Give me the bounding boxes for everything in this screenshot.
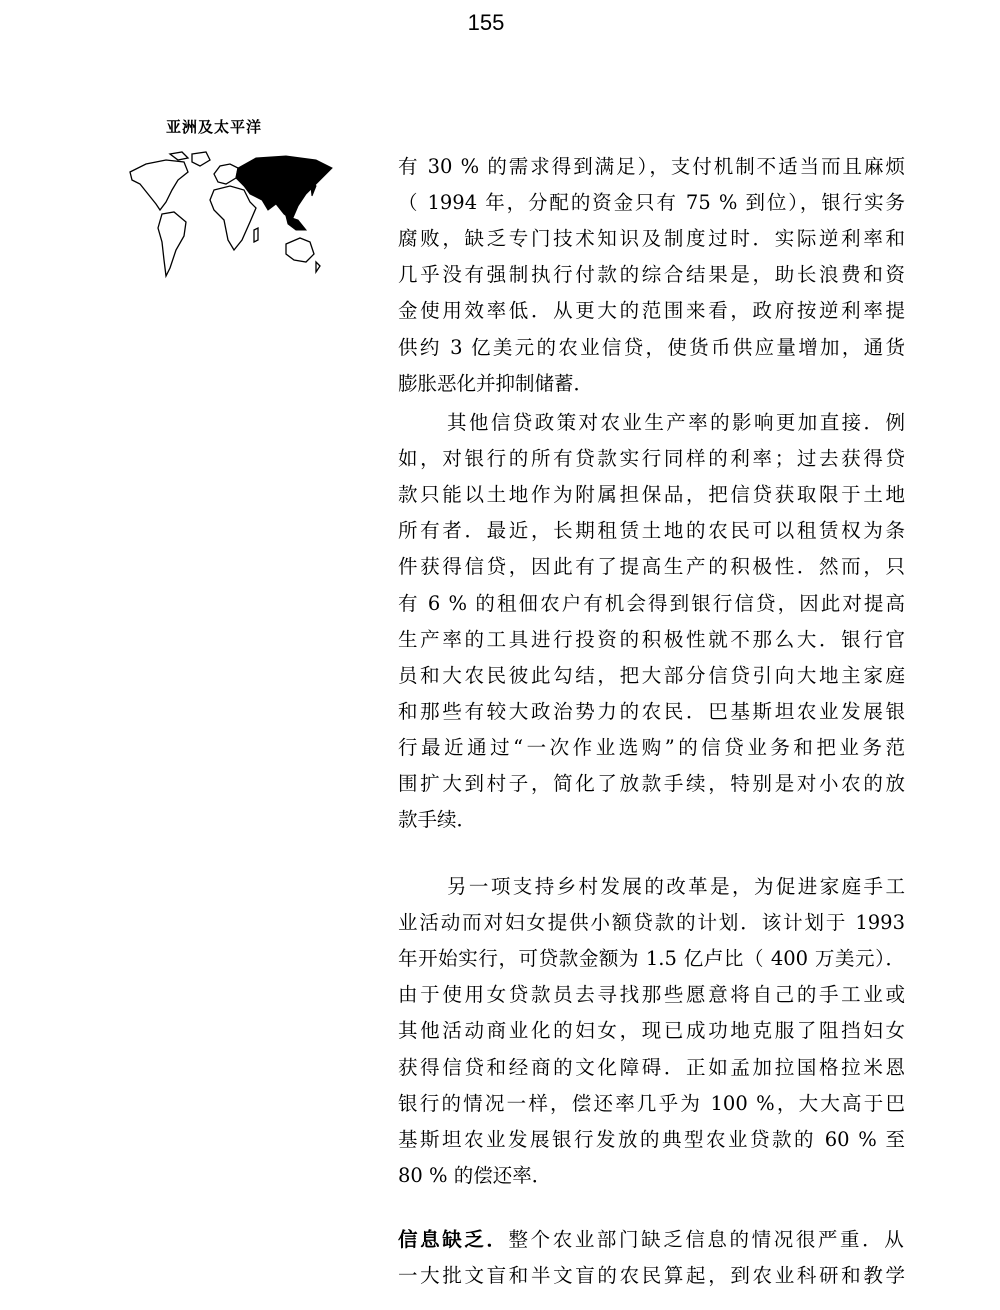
text-line: 款手续．: [398, 808, 477, 832]
page-number: 155: [467, 10, 505, 35]
text-line: 款只能以土地作为附属担保品，把信贷获取限于土地: [398, 483, 905, 507]
text-line: 银行的情况一样，偿还率几乎为 100 %，大大高于巴: [398, 1091, 905, 1115]
section-text-line: [398, 1226, 905, 1254]
text-line: 围扩大到村子，简化了放款手续，特别是对小农的放: [398, 772, 905, 795]
text-line: 行最近通过“一次作业选购”的信贷业务和把业务范: [398, 735, 905, 759]
text-line: 80 % 的偿还率．: [398, 1163, 552, 1187]
text-line: 业活动而对妇女提供小额贷款的计划．该计划于 1993: [398, 911, 905, 935]
text-line: 另一项支持乡村发展的改革是，为促进家庭手工: [447, 875, 905, 898]
text-line: 膨胀恶化并抑制储蓄．: [398, 371, 594, 395]
section-text-line: 一大批文盲和半文盲的农民算起，到农业科研和教学: [398, 1264, 905, 1288]
text-line: 有 30 % 的需求得到满足），支付机制不适当而且麻烦: [398, 155, 905, 178]
text-line: 生产率的工具进行投资的积极性就不那么大．银行官: [398, 627, 905, 651]
text-line: 年开始实行，可贷款金额为 1.5 亿卢比（ 400 万美元）．: [398, 947, 905, 971]
text-line: 所有者．最近，长期租赁土地的农民可以租赁权为条: [398, 519, 905, 543]
text-line: 有 6 % 的租佃农户有机会得到银行信贷，因此对提高: [398, 591, 905, 615]
text-line: 件获得信贷，因此有了提高生产的积极性．然而，只: [398, 555, 905, 579]
text-line: 金使用效率低．从更大的范围来看，政府按逆利率提: [398, 299, 905, 323]
text-line: 其他活动商业化的妇女，现已成功地克服了阻挡妇女: [398, 1019, 905, 1043]
text-line: 员和大农民彼此勾结，把大部分信贷引向大地主家庭: [398, 663, 905, 687]
region-label: 亚洲及太平洋: [166, 118, 263, 136]
text-line: 几乎没有强制执行付款的综合结果是，助长浪费和资: [398, 263, 905, 287]
text-line: 腐败，缺乏专门技术知识及制度过时．实际逆利率和: [398, 227, 905, 251]
text-line: 由于使用女贷款员去寻找那些愿意将自己的手工业或: [398, 983, 905, 1007]
section-text: 整个农业部门缺乏信息的情况很严重．从: [508, 1228, 907, 1251]
text-line: 获得信贷和经商的文化障碍．正如孟加拉国格拉米恩: [398, 1055, 905, 1079]
text-line: 供约 3 亿美元的农业信贷，使货币供应量增加，通货: [398, 335, 905, 359]
world-map-asia-highlighted-icon: [126, 150, 336, 290]
text-line: 基斯坦农业发展银行发放的典型农业贷款的 60 % 至: [398, 1127, 905, 1151]
text-line: 和那些有较大政治势力的农民．巴基斯坦农业发展银: [398, 699, 905, 723]
text-line: 如，对银行的所有贷款实行同样的利率；过去获得贷: [398, 447, 905, 471]
text-line: 其他信贷政策对农业生产率的影响更加直接．例: [447, 411, 905, 434]
text-line: （ 1994 年，分配的资金只有 75 % 到位），银行实务: [398, 191, 905, 215]
section-heading: 信息缺乏．: [398, 1228, 509, 1251]
